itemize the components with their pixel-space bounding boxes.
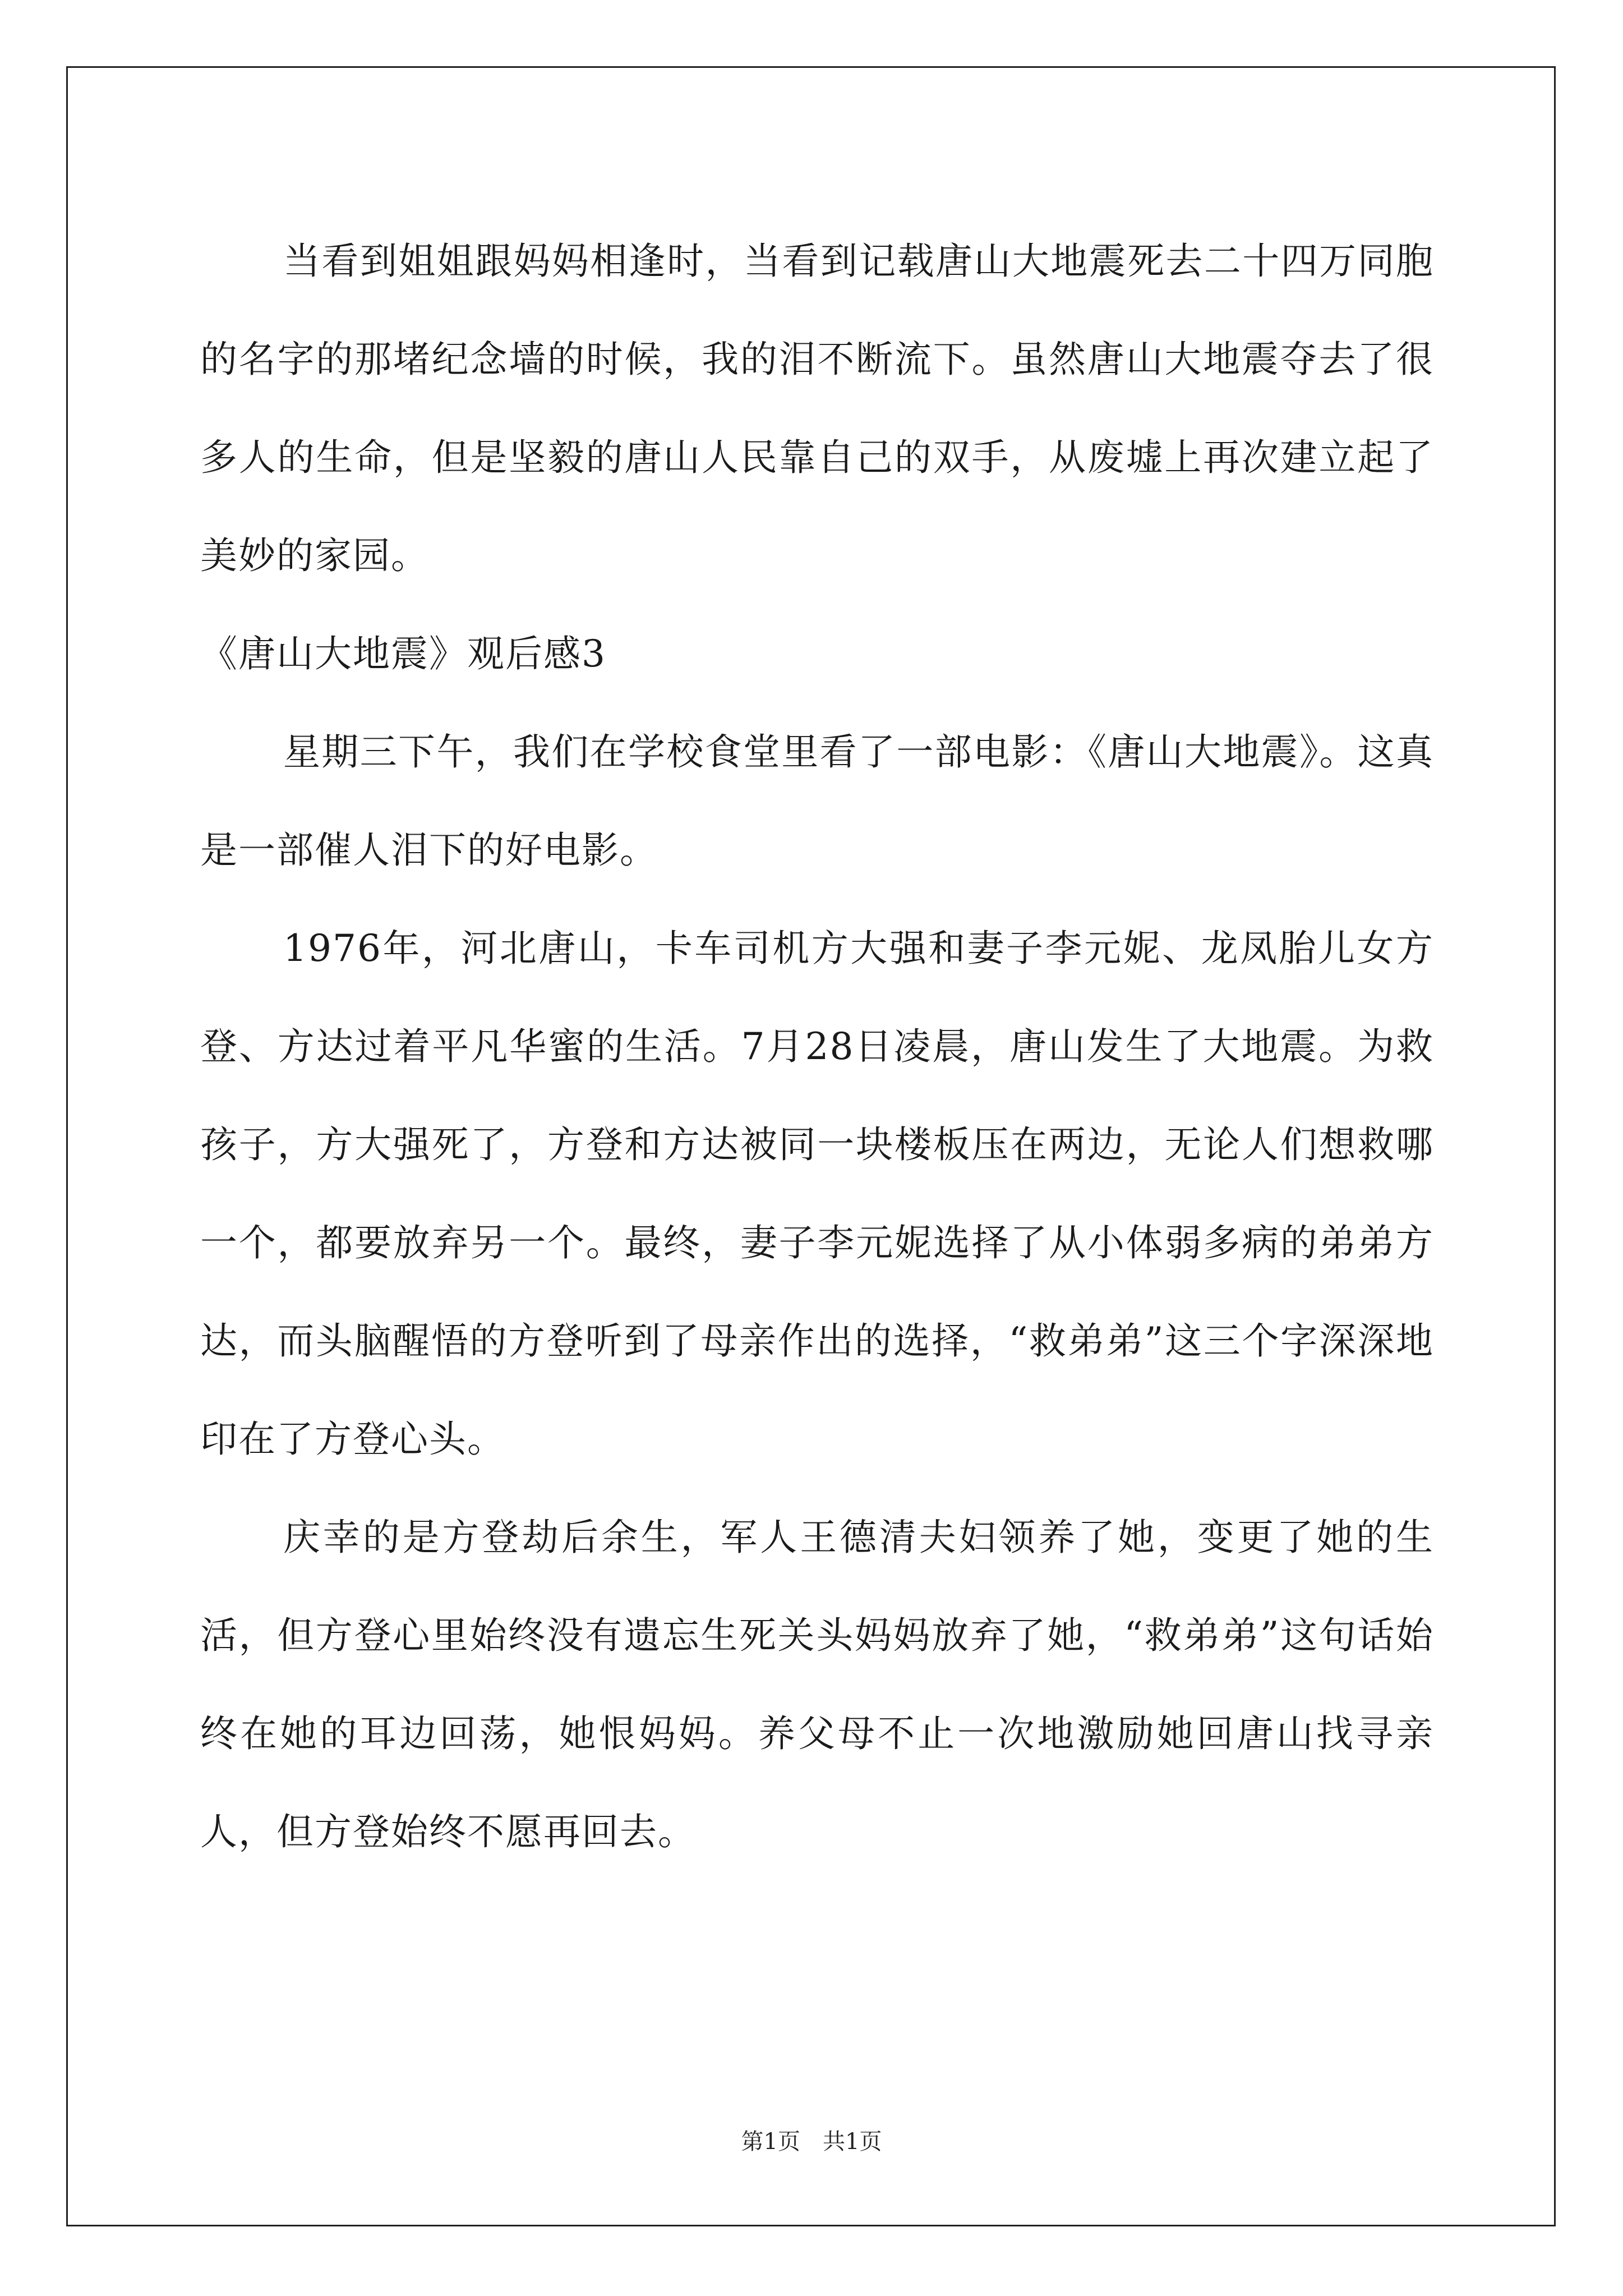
paragraph-3: 1976年，河北唐山，卡车司机方大强和妻子李元妮、龙凤胎儿女方登、方达过着平凡华蜜的生活。7月28日凌晨，唐山发生了大地震。为救孩子，方大强死了，方登和方达被同一块楼板压在两边，无论人们想救哪一个，都要放弃另一个。最终，妻子李元妮选择了从小体弱多病的弟弟方达，而头脑醒悟的方登听到了母亲作出的选择，“救弟弟”这三个字深深地印在了方登心头。 bbox=[200, 927, 1434, 1461]
section-heading: 《唐山大地震》观后感3 bbox=[200, 632, 606, 675]
page-number: 第1页 bbox=[741, 2129, 800, 2155]
paragraph-4: 庆幸的是方登劫后余生，军人王德清夫妇领养了她，变更了她的生活，但方登心里始终没有遗忘生死关头妈妈放弃了她，“救弟弟”这句话始终在她的耳边回荡，她恨妈妈。养父母不止一次地激励她回唐山找寻亲人，但方登始终不愿再回去。 bbox=[200, 1516, 1434, 1853]
page-footer bbox=[0, 2125, 1623, 2159]
page-total: 共1页 bbox=[823, 2129, 882, 2155]
paragraph-2: 星期三下午，我们在学校食堂里看了一部电影：《唐山大地震》。这真是一部催人泪下的好电影。 bbox=[200, 730, 1434, 872]
paragraph-1: 当看到姐姐跟妈妈相逢时，当看到记载唐山大地震死去二十四万同胞的名字的那堵纪念墙的时候，我的泪不断流下。虽然唐山大地震夺去了很多人的生命，但是坚毅的唐山人民靠自己的双手，从废墟上再次建立起了美妙的家园。 bbox=[200, 240, 1434, 577]
document-body bbox=[200, 212, 1434, 1881]
